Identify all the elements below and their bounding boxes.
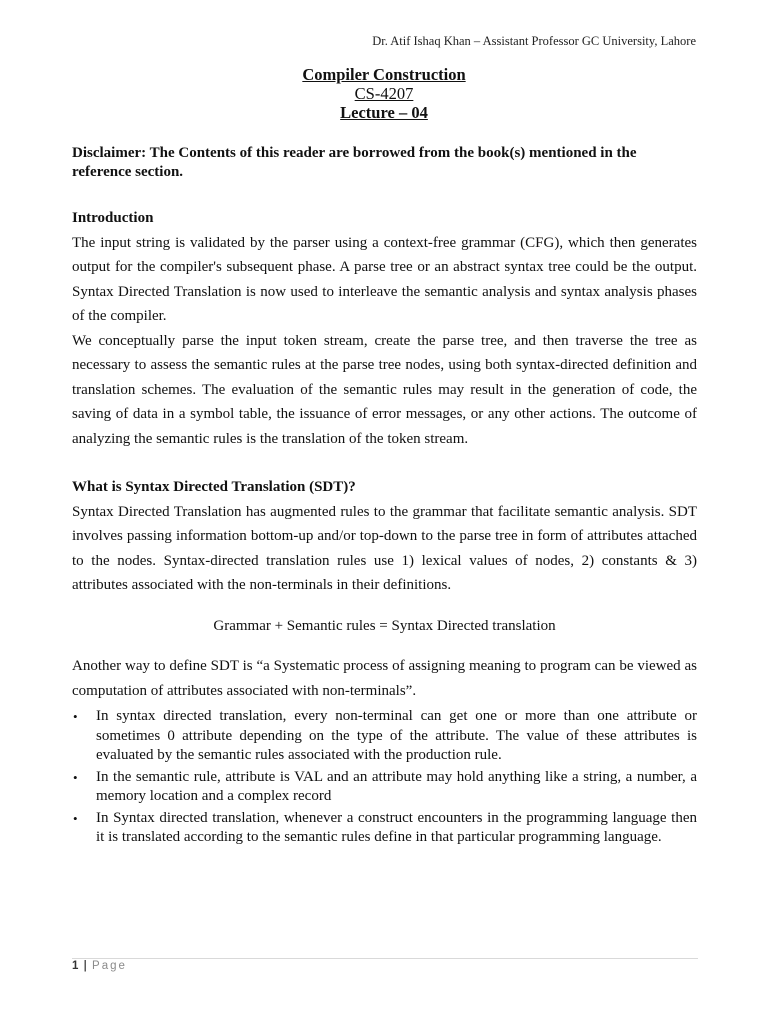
page-footer xyxy=(72,960,127,972)
footer-separator: | xyxy=(83,960,87,972)
list-item xyxy=(72,768,697,807)
disclaimer: Disclaimer: The Contents of this reader are borrowed from the book(s) mentioned in the reference section. xyxy=(72,145,637,180)
list-item xyxy=(72,707,697,766)
introduction-paragraph-1: The input string is validated by the parser using a context-free grammar (CFG), which then generates output for the compiler's subsequent phase. A parse tree or an abstract syntax tree could be the output. Syntax Directed Translation is now used to interleave the semantic analysis and syntax analysis phases of the compiler. xyxy=(72,234,697,324)
lecture-title: Lecture – 04 xyxy=(340,103,428,122)
introduction-paragraph-2: We conceptually parse the input token stream, create the parse tree, and then traverse the tree as necessary to assess the semantic rules at the parse tree nodes, using both syntax-directed definition and translation schemes. The evaluation of the semantic rules may result in the generation of code, the saving of data in a symbol table, the issuance of error messages, or any other actions. The outcome of analyzing the semantic rules is the translation of the token stream. xyxy=(72,332,697,447)
course-code: CS-4207 xyxy=(354,84,414,103)
sdt-paragraph-2: Another way to define SDT is “a Systematic process of assigning meaning to program can be viewed as computation of attributes associated with non-terminals”. xyxy=(72,658,697,699)
page-number: 1 xyxy=(72,960,79,972)
bullet-text: In syntax directed translation, every non-terminal can get one or more than one attribute or sometimes 0 attribute depending on the type of the attribute. The value of these attributes is evaluated by the semantic rules associated with the production rule. xyxy=(96,708,697,763)
bullet-icon: • xyxy=(73,810,78,826)
page-header-author: Dr. Atif Ishaq Khan – Assistant Professor GC University, Lahore xyxy=(372,34,696,48)
sdt-heading: What is Syntax Directed Translation (SDT)? xyxy=(72,479,356,495)
sdt-formula: Grammar + Semantic rules = Syntax Directed translation xyxy=(213,617,556,634)
page-label: Page xyxy=(92,960,127,972)
bullet-text: In Syntax directed translation, whenever a construct encounters in the programming language then it is translated according to the semantic rules define in that particular programming language. xyxy=(96,809,697,845)
bullet-icon: • xyxy=(73,769,78,785)
bullet-text: In the semantic rule, attribute is VAL and an attribute may hold anything like a string, a number, a memory location and a complex record xyxy=(96,768,697,804)
footer-divider xyxy=(72,958,698,959)
spacer xyxy=(72,451,697,475)
title-block xyxy=(0,65,768,122)
bullet-icon: • xyxy=(73,709,78,724)
sdt-bullet-list xyxy=(72,707,697,848)
introduction-heading: Introduction xyxy=(72,210,154,226)
sdt-paragraph-1: Syntax Directed Translation has augmented rules to the grammar that facilitate semantic analysis. SDT involves passing information bottom-up and/or top-down to the parse tree in form of attributes attached to the nodes. Syntax-directed translation rules use 1) lexical values of nodes, 2) constants & 3) attributes associated with the non-terminals in their definitions. xyxy=(72,503,697,593)
document-body xyxy=(72,144,697,850)
course-title: Compiler Construction xyxy=(302,65,466,84)
list-item xyxy=(72,809,697,848)
